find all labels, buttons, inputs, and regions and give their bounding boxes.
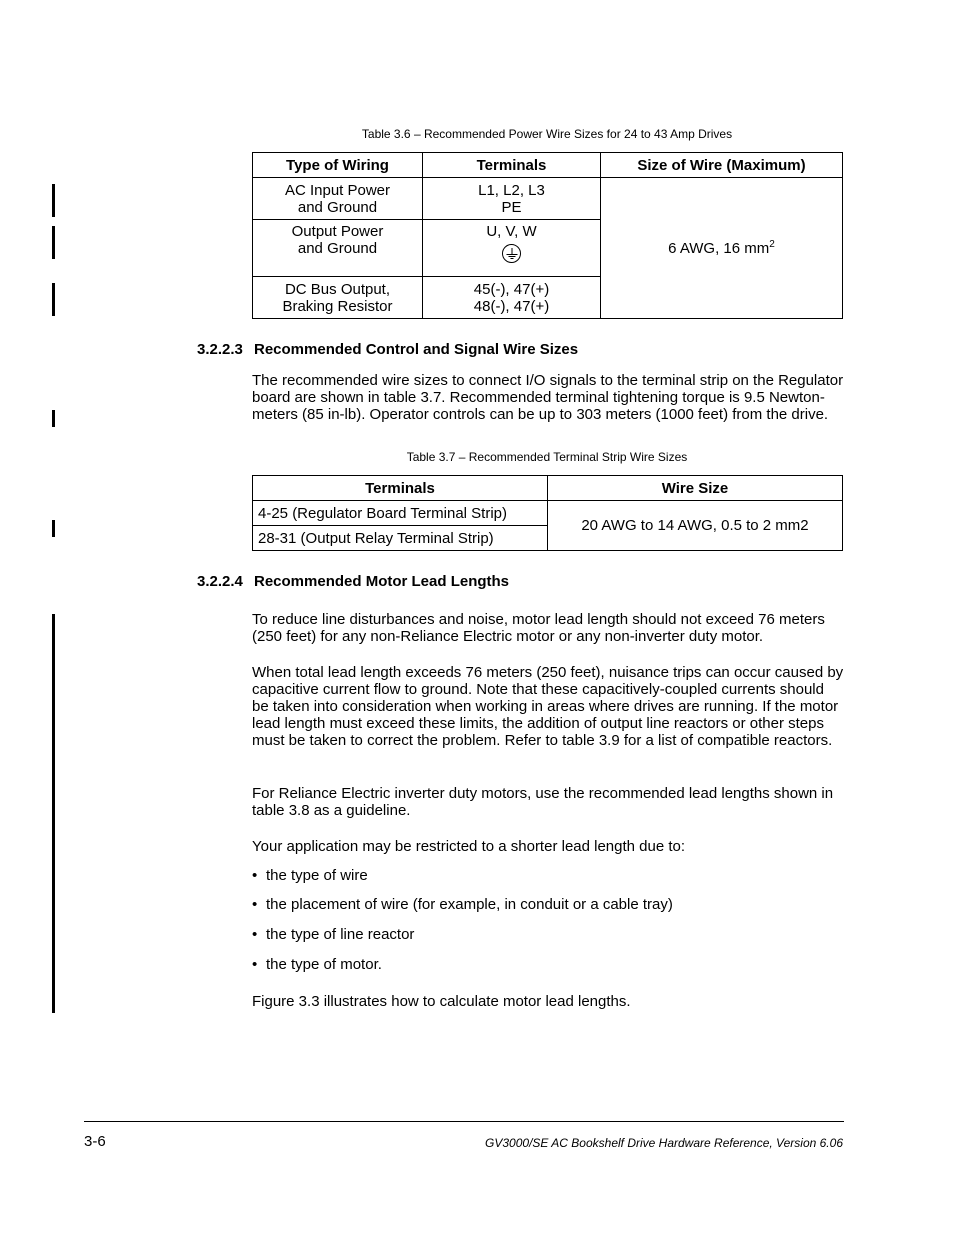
terminals-cell [423,220,601,277]
wire-size-cell [601,178,843,319]
bullet-icon: • [252,896,258,913]
paragraph: Your application may be restricted to a shorter lead length due to: [252,838,686,855]
list-item [252,926,414,943]
column-header: Terminals [423,153,601,178]
column-header: Terminals [253,476,548,501]
footer-title: GV3000/SE AC Bookshelf Drive Hardware Reference, Version 6.06 [485,1136,843,1150]
terminals-cell: 4-25 (Regulator Board Terminal Strip) [253,501,548,526]
list-item-text: the type of wire [266,867,368,884]
list-item-text: the type of line reactor [266,926,415,943]
page-number: 3-6 [84,1133,106,1150]
terminal-strip-table [252,475,843,551]
change-bar [52,410,55,427]
change-bar [52,226,55,259]
list-item [252,956,382,973]
bullet-icon: • [252,956,258,973]
column-header: Size of Wire (Maximum) [601,153,843,178]
ground-icon [502,244,521,263]
section-heading [197,573,509,590]
change-bar [52,283,55,316]
power-wire-table [252,152,843,319]
list-item-text: the type of motor. [266,956,382,973]
wire-size-cell: 20 AWG to 14 AWG, 0.5 to 2 mm2 [548,501,843,551]
column-header: Wire Size [548,476,843,501]
terminals-cell: L1, L2, L3 PE [423,178,601,220]
footer-rule [84,1121,844,1122]
section-number: 3.2.2.4 [197,573,243,590]
section-number: 3.2.2.3 [197,341,243,358]
bullet-icon: • [252,926,258,943]
bullet-icon: • [252,867,258,884]
wiring-type-cell: AC Input Power and Ground [253,178,423,220]
column-header: Type of Wiring [253,153,423,178]
paragraph: The recommended wire sizes to connect I/O signals to the terminal strip on the Regulator board are shown in table 3.7. Recommended terminal tightening torque is 9.5 Newton-meters (85 in-lb). Operator controls can be up to 303 meters (1000 feet) from the drive. [252,372,844,423]
terminals-cell: 45(-), 47(+) 48(-), 47(+) [423,277,601,319]
paragraph: Figure 3.3 illustrates how to calculate motor lead lengths. [252,993,631,1010]
list-item [252,867,368,884]
table-row [253,178,843,220]
table-caption: Table 3.7 – Recommended Terminal Strip Wire Sizes [406,450,688,464]
section-title: Recommended Control and Signal Wire Sizes [254,341,579,358]
change-bar [52,184,55,217]
section-title: Recommended Motor Lead Lengths [254,573,510,590]
terminals-text: U, V, W [486,223,537,240]
superscript: 2 [769,238,775,250]
list-item-text: the placement of wire (for example, in conduit or a cable tray) [266,896,673,913]
list-item [252,896,673,913]
table-caption: Table 3.6 – Recommended Power Wire Sizes for 24 to 43 Amp Drives [361,127,733,141]
section-heading [197,341,578,358]
paragraph: For Reliance Electric inverter duty motors, use the recommended lead lengths shown in table 3.8 as a guideline. [252,785,834,819]
wiring-type-cell: DC Bus Output, Braking Resistor [253,277,423,319]
paragraph: To reduce line disturbances and noise, motor lead length should not exceed 76 meters (250 feet) for any non-Reliance Electric motor or any non-inverter duty motor. [252,611,825,645]
wiring-type-cell: Output Power and Ground [253,220,423,277]
change-bar [52,614,55,1013]
wire-size-value: 6 AWG, 16 mm [668,239,770,257]
terminals-cell: 28-31 (Output Relay Terminal Strip) [253,526,548,551]
paragraph: When total lead length exceeds 76 meters (250 feet), nuisance trips can occur caused by capacitive current flow to ground. Note that these capacitively-coupled currents should be taken into consideration when working in areas where drives are running. If the motor lead length must exceed these limits, the addition of output line reactors or other steps must be taken to correct the problem. Refer to table 3.9 for a list of compatible reactors. [252,664,844,749]
change-bar [52,520,55,537]
table-row [253,501,843,526]
